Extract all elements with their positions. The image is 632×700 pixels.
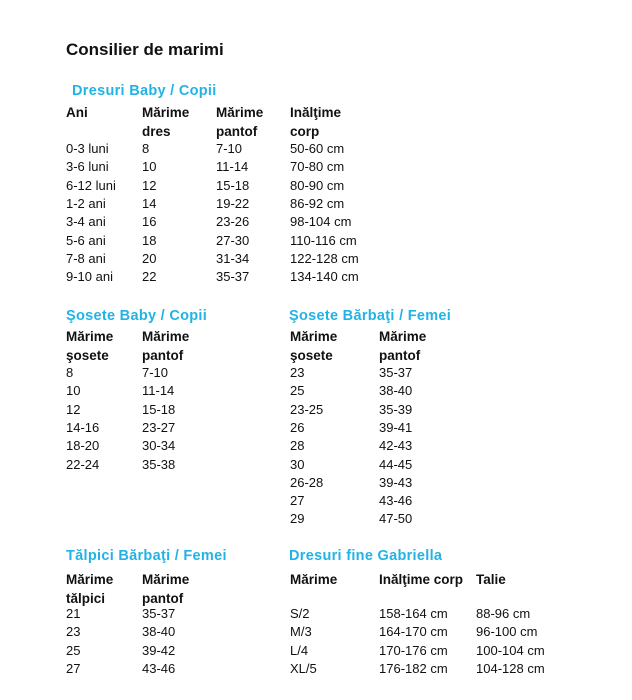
column-header: Mărime bbox=[290, 329, 338, 344]
table-cell: 39-42 bbox=[142, 642, 176, 658]
table-cell: 134-140 cm bbox=[290, 269, 359, 285]
table-cell: 28 bbox=[290, 438, 305, 454]
column-header: dres bbox=[142, 124, 171, 139]
table-cell: 23 bbox=[290, 365, 305, 380]
table-cell: 11-14 bbox=[142, 383, 175, 399]
table-cell: 35-37 bbox=[379, 365, 413, 380]
table-cell: 88-96 cm bbox=[476, 606, 531, 621]
table-cell: 8 bbox=[66, 365, 74, 380]
column-header: Inălţime corp bbox=[379, 572, 464, 587]
table-cell: 35-39 bbox=[379, 401, 413, 417]
table-cell: 39-41 bbox=[379, 419, 413, 435]
section-title-dresuri-baby: Dresuri Baby / Copii bbox=[72, 83, 217, 99]
table-cell: 10 bbox=[142, 159, 157, 175]
table-cell: 1-2 ani bbox=[66, 195, 106, 211]
table-cell: 18-20 bbox=[66, 438, 100, 454]
table-cell: 26-28 bbox=[290, 474, 324, 490]
section-title-dresuri-fine: Dresuri fine Gabriella bbox=[289, 548, 443, 564]
table-cell: S/2 bbox=[290, 606, 310, 621]
table-cell: 70-80 cm bbox=[290, 159, 345, 175]
column-header: pantof bbox=[142, 348, 184, 363]
table-cell: 7-10 bbox=[142, 365, 169, 380]
column-header: şosete bbox=[66, 348, 109, 363]
table-cell: 25 bbox=[290, 383, 305, 399]
table-cell: 35-37 bbox=[142, 606, 176, 621]
column-header: tălpici bbox=[66, 591, 106, 606]
table-cell: 122-128 cm bbox=[290, 250, 359, 266]
section-title-talpici: Tălpici Bărbaţi / Femei bbox=[66, 548, 227, 564]
table-cell: 22-24 bbox=[66, 456, 100, 472]
table-cell: 27 bbox=[66, 660, 81, 676]
column-header: Mărime bbox=[379, 329, 427, 344]
table-cell: 6-12 luni bbox=[66, 177, 116, 193]
column-header: Mărime bbox=[216, 105, 264, 120]
table-cell: 14 bbox=[142, 195, 157, 211]
table-cell: L/4 bbox=[290, 642, 309, 658]
column-header: Ani bbox=[66, 105, 88, 120]
table-cell: 14-16 bbox=[66, 419, 100, 435]
column-header: Talie bbox=[476, 572, 506, 587]
column-header: pantof bbox=[379, 348, 421, 363]
column-header: Mărime bbox=[142, 105, 190, 120]
page-title: Consilier de marimi bbox=[66, 40, 224, 59]
table-cell: 23-26 bbox=[216, 214, 250, 230]
column-header: Mărime bbox=[142, 572, 190, 587]
column-header: şosete bbox=[290, 348, 333, 363]
table-cell: 15-18 bbox=[142, 401, 176, 417]
table-cell: 170-176 cm bbox=[379, 642, 448, 658]
table-cell: 27-30 bbox=[216, 232, 250, 248]
section-title-sosete-barbati: Şosete Bărbaţi / Femei bbox=[289, 308, 452, 324]
column-header: Mărime bbox=[290, 572, 338, 587]
table-cell: 16 bbox=[142, 214, 157, 230]
table-cell: 43-46 bbox=[142, 660, 176, 676]
table-cell: 21 bbox=[66, 606, 81, 621]
table-cell: 104-128 cm bbox=[476, 660, 545, 676]
table-cell: M/3 bbox=[290, 624, 312, 640]
table-cell: 23 bbox=[66, 624, 81, 640]
table-cell: 96-100 cm bbox=[476, 624, 538, 640]
table-cell: XL/5 bbox=[290, 660, 317, 676]
column-header: pantof bbox=[142, 591, 184, 606]
table-cell: 27 bbox=[290, 493, 305, 509]
table-cell: 8 bbox=[142, 141, 150, 156]
table-cell: 12 bbox=[142, 177, 157, 193]
table-cell: 42-43 bbox=[379, 438, 413, 454]
table-cell: 100-104 cm bbox=[476, 642, 545, 658]
table-cell: 15-18 bbox=[216, 177, 250, 193]
table-cell: 3-6 luni bbox=[66, 159, 109, 175]
table-cell: 5-6 ani bbox=[66, 232, 106, 248]
table-cell: 50-60 cm bbox=[290, 141, 345, 156]
table-cell: 23-25 bbox=[290, 401, 324, 417]
table-cell: 22 bbox=[142, 269, 157, 285]
table-cell: 10 bbox=[66, 383, 81, 399]
table-cell: 43-46 bbox=[379, 493, 413, 509]
table-cell: 158-164 cm bbox=[379, 606, 448, 621]
table-cell: 38-40 bbox=[142, 624, 176, 640]
table-cell: 26 bbox=[290, 419, 305, 435]
table-cell: 19-22 bbox=[216, 195, 250, 211]
table-cell: 31-34 bbox=[216, 250, 250, 266]
column-header: Mărime bbox=[142, 329, 190, 344]
table-cell: 25 bbox=[66, 642, 81, 658]
column-header: corp bbox=[290, 124, 320, 139]
table-cell: 23-27 bbox=[142, 419, 176, 435]
table-cell: 29 bbox=[290, 511, 305, 527]
table-cell: 3-4 ani bbox=[66, 214, 106, 230]
column-header: pantof bbox=[216, 124, 258, 139]
table-cell: 38-40 bbox=[379, 383, 413, 399]
table-cell: 110-116 cm bbox=[290, 232, 357, 248]
table-cell: 35-37 bbox=[216, 269, 250, 285]
table-cell: 12 bbox=[66, 401, 81, 417]
table-cell: 9-10 ani bbox=[66, 269, 113, 285]
table-cell: 30 bbox=[290, 456, 305, 472]
table-cell: 18 bbox=[142, 232, 157, 248]
table-cell: 20 bbox=[142, 250, 157, 266]
table-cell: 39-43 bbox=[379, 474, 413, 490]
column-header: Inălţime bbox=[290, 105, 342, 120]
table-cell: 7-10 bbox=[216, 141, 243, 156]
table-cell: 98-104 cm bbox=[290, 214, 352, 230]
section-title-sosete-baby: Şosete Baby / Copii bbox=[66, 308, 208, 324]
table-cell: 47-50 bbox=[379, 511, 413, 527]
column-header: Mărime bbox=[66, 329, 114, 344]
table-cell: 80-90 cm bbox=[290, 177, 345, 193]
table-cell: 7-8 ani bbox=[66, 250, 106, 266]
table-cell: 35-38 bbox=[142, 456, 176, 472]
table-cell: 86-92 cm bbox=[290, 195, 345, 211]
table-cell: 164-170 cm bbox=[379, 624, 448, 640]
table-cell: 11-14 bbox=[216, 159, 249, 175]
table-cell: 176-182 cm bbox=[379, 660, 448, 676]
table-cell: 0-3 luni bbox=[66, 141, 109, 156]
column-header: Mărime bbox=[66, 572, 114, 587]
table-cell: 44-45 bbox=[379, 456, 413, 472]
table-cell: 30-34 bbox=[142, 438, 176, 454]
